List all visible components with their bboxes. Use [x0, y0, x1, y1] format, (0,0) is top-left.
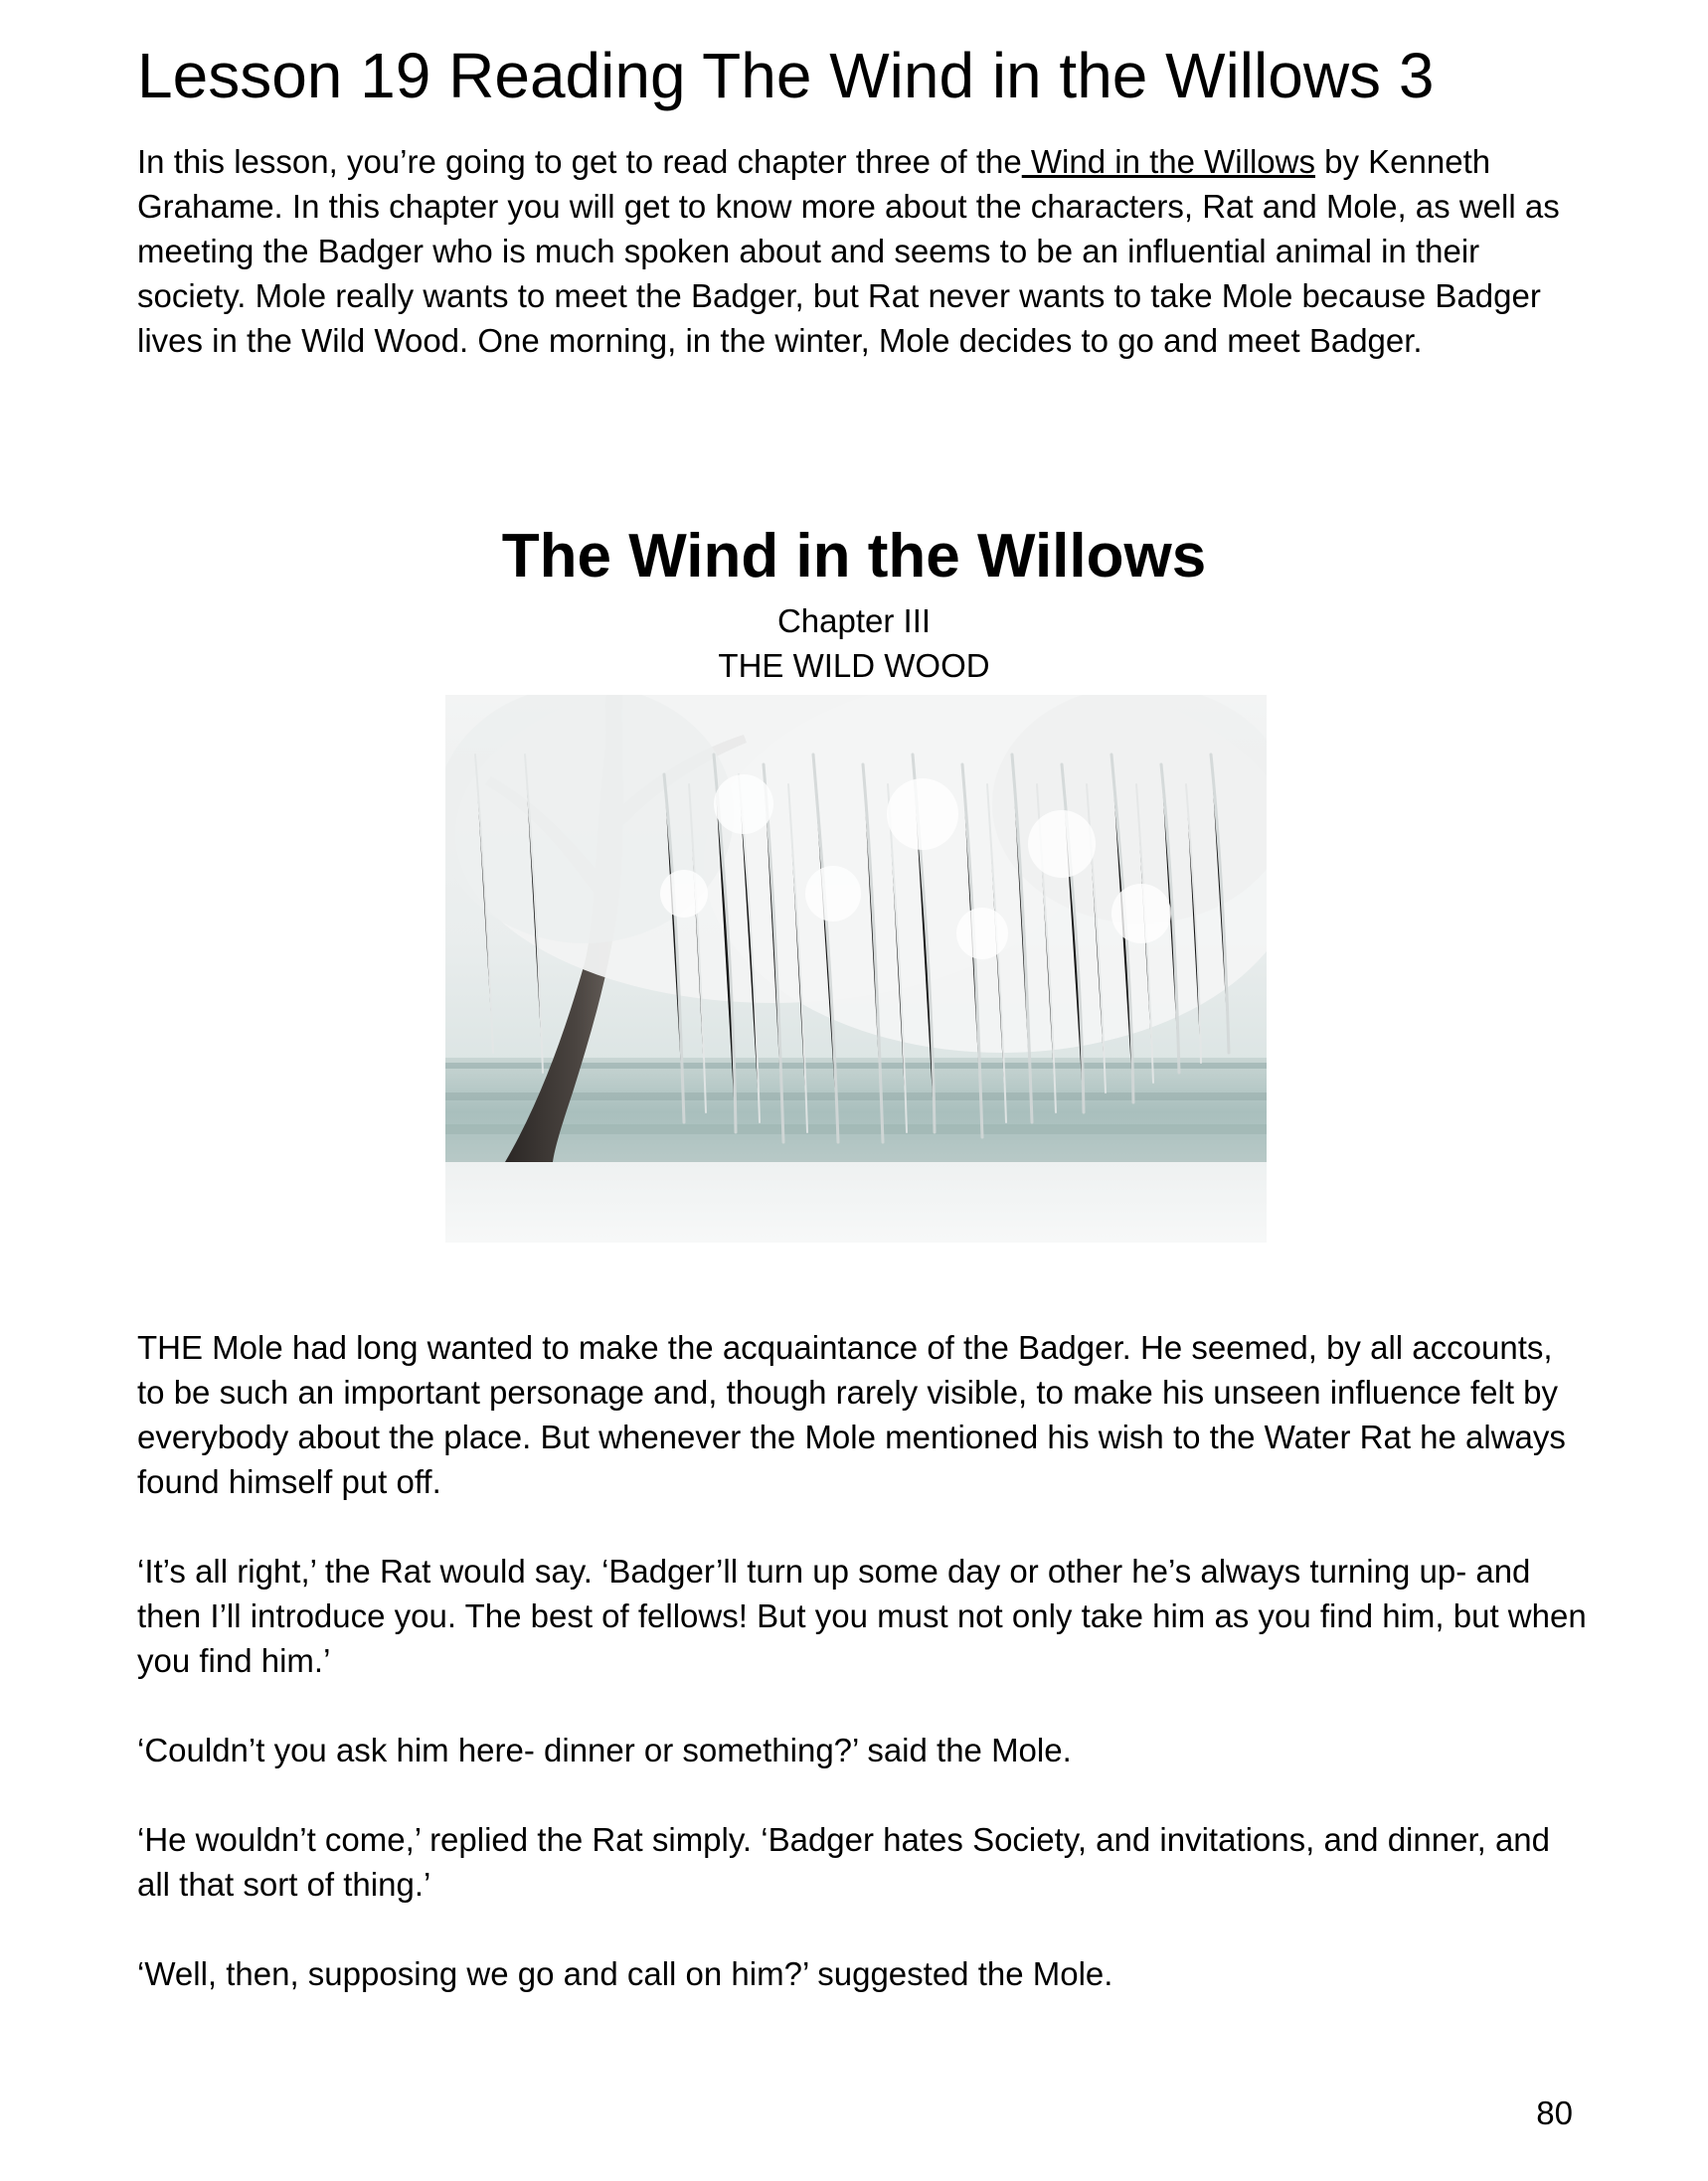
story-paragraph: ‘Well, then, supposing we go and call on him?’ suggested the Mole. — [137, 1955, 1113, 1992]
intro-paragraph — [137, 139, 1579, 363]
chapter-name: THE WILD WOOD — [718, 647, 990, 684]
story-paragraph: THE Mole had long wanted to make the acquaintance of the Badger. He seemed, by all accounts, to be such an important personage and, though rarely visible, to make his unseen influence felt by everybody about the place. But whenever the Mole mentioned his wish to the Water Rat he always found himself put off. — [137, 1329, 1566, 1500]
book-title: The Wind in the Willows — [501, 522, 1207, 590]
story-text — [137, 1325, 1589, 2041]
chapter-number: Chapter III — [776, 602, 932, 639]
lesson-title: Lesson 19 Reading The Wind in the Willows 3 — [137, 40, 1435, 111]
book-link[interactable]: Wind in the Willows — [1021, 143, 1315, 180]
intro-text-start: In this lesson, you’re going to get to read chapter three of the — [137, 143, 1022, 180]
snowy-willow-image — [445, 695, 1267, 1243]
intro-text-end: by Kenneth Grahame. In this chapter you will get to know more about the characters, Rat and Mole, as well as meeting the Badger who is much spoken about and seems to be an influential animal in their society. Mole really wants to meet the Badger, but Rat never wants to take Mole because Badger lives in the Wild Wood. One morning, in the winter, Mole decides to go and meet Badger. — [137, 143, 1560, 359]
story-paragraph: ‘He wouldn’t come,’ replied the Rat simply. ‘Badger hates Society, and invitations, and dinner, and all that sort of thing.’ — [137, 1821, 1551, 1903]
story-paragraph: ‘Couldn’t you ask him here- dinner or something?’ said the Mole. — [137, 1732, 1072, 1768]
story-paragraph: ‘It’s all right,’ the Rat would say. ‘Badger’ll turn up some day or other he’s always turning up- and then I’ll introduce you. The best of fellows! But you must not only take him as you find him, but when you find him.’ — [137, 1553, 1587, 1679]
page-number: 80 — [1536, 2095, 1573, 2131]
